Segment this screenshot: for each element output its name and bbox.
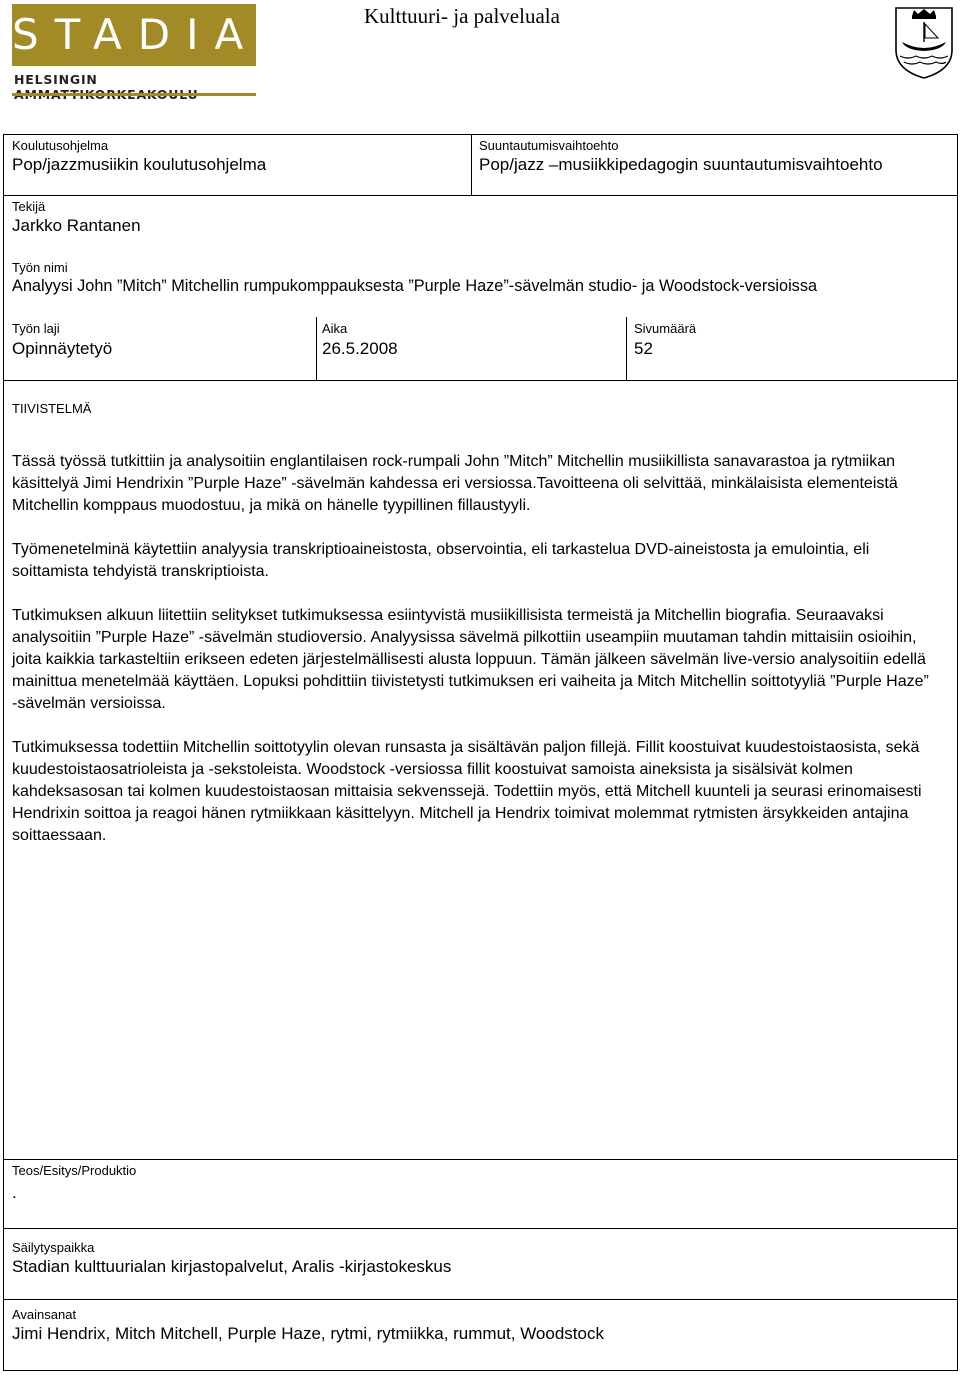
sailytyspaikka-value: Stadian kulttuurialan kirjastopalvelut, Aralis -kirjastokeskus	[12, 1257, 452, 1276]
row-divider	[4, 380, 957, 381]
logo-underline	[12, 93, 256, 96]
column-divider	[471, 135, 472, 195]
stadia-logo	[12, 4, 260, 100]
tekija-value: Jarkko Rantanen	[12, 216, 141, 235]
department-title: Kulttuuri- ja palveluala	[364, 4, 560, 28]
aika-value: 26.5.2008	[322, 339, 398, 358]
abstract-paragraph: Tässä työssä tutkittiin ja analysoitiin englantilaisen rock-rumpali John ”Mitch” Mitchellin musiikillista sanavarastoa ja rytmiikan käsittelyä Jimi Hendrixin ”Purple Haze” -sävelmän kahdessa eri versiossa.Tavoitteena oli selvittää, minkälaisista elementeistä Mitchellin komppaus muodostuu, ja mikä on hänelle tyypillinen fillaustyyli.	[12, 453, 898, 514]
tekija-label: Tekijä	[12, 199, 46, 214]
suuntautuminen-value: Pop/jazz –musiikkipedagogin suuntautumisvaihtoehto	[479, 155, 883, 174]
abstract-paragraph: Tutkimuksessa todettiin Mitchellin soittotyylin olevan runsasta ja sisältävän paljon fillejä. Fillit koostuivat kuudestoistaosista, sekä kuudestoistaosatrioleista ja -sekstoleista. Woodstock -versiossa fillit koostuivat samoista aineksista ja sisälsivät kolmen kahdeksasosan tai kolmen kuudestoistaosan mittaisia sekvenssejä. Todettiin myös, että Mitchell kuunteli ja seurasi erinomaisesti Hendrixin soittoa ja reagoi hänen rytmiikkaan käsittelyyn. Mitchell ja Hendrix toimivat molemmat rytmisten ärsykkeiden antajina soittaessaan.	[12, 739, 922, 844]
aika-label: Aika	[322, 321, 348, 336]
suuntautuminen-label: Suuntautumisvaihtoehto	[479, 138, 619, 153]
logo-wordmark: STADIA	[12, 10, 260, 59]
helsinki-crest-icon	[892, 4, 956, 80]
logo-box	[12, 4, 260, 66]
abstract-form	[3, 134, 958, 1371]
tiivistelma-body	[12, 451, 932, 869]
abstract-paragraph: Työmenetelminä käytettiin analyysia transkriptioaineistosta, observointia, eli tarkastelua DVD-aineistosta ja emulointia, eli soittamista tehdyistä transkriptioista.	[12, 541, 870, 580]
avainsanat-value: Jimi Hendrix, Mitch Mitchell, Purple Haze, rytmi, rytmiikka, rummut, Woodstock	[12, 1324, 604, 1343]
row-divider	[4, 1159, 957, 1160]
column-divider	[316, 317, 317, 380]
koulutusohjelma-label: Koulutusohjelma	[12, 138, 109, 153]
tyon-laji-label: Työn laji	[12, 321, 60, 336]
row-divider	[4, 195, 957, 196]
teos-value: .	[12, 1183, 17, 1202]
tyon-laji-value: Opinnäytetyö	[12, 339, 113, 358]
sailytyspaikka-label: Säilytyspaikka	[12, 1240, 95, 1255]
row-divider	[4, 1228, 957, 1229]
koulutusohjelma-value: Pop/jazzmusiikin koulutusohjelma	[12, 155, 267, 174]
sivumaara-label: Sivumäärä	[634, 321, 697, 336]
teos-label: Teos/Esitys/Produktio	[12, 1163, 137, 1178]
tyon-nimi-label: Työn nimi	[12, 260, 68, 275]
avainsanat-label: Avainsanat	[12, 1307, 77, 1322]
abstract-paragraph: Tutkimuksen alkuun liitettiin selitykset tutkimuksessa esiintyvistä musiikillisista termeistä ja Mitchellin biografia. Seuraavaksi analysoitiin ”Purple Haze” -sävelmän studioversio. Analyysissa sävelmä pilkottiin useampiin muutaman tahdin mittaisiin osioihin, joita kaikkia tarkasteltiin erikseen edeten järjestelmällisesti alusta loppuun. Tämän jälkeen sävelmän live-versio analysoitiin edellä mainittua menetelmää käyttäen. Lopuksi pohdittiin tiivistetysti tutkimuksen eri vaiheita ja Mitch Mitchellin soittotyyliä ”Purple Haze” -sävelmän versioissa.	[12, 607, 929, 712]
sivumaara-value: 52	[634, 339, 653, 358]
logo-subtitle: HELSINGIN	[14, 72, 98, 87]
row-divider	[4, 1299, 957, 1300]
tyon-nimi-value: Analyysi John ”Mitch” Mitchellin rumpukomppauksesta ”Purple Haze”-sävelmän studio- ja Woodstock-versioissa	[12, 277, 818, 295]
column-divider	[626, 317, 627, 380]
tiivistelma-heading: TIIVISTELMÄ	[12, 401, 92, 416]
